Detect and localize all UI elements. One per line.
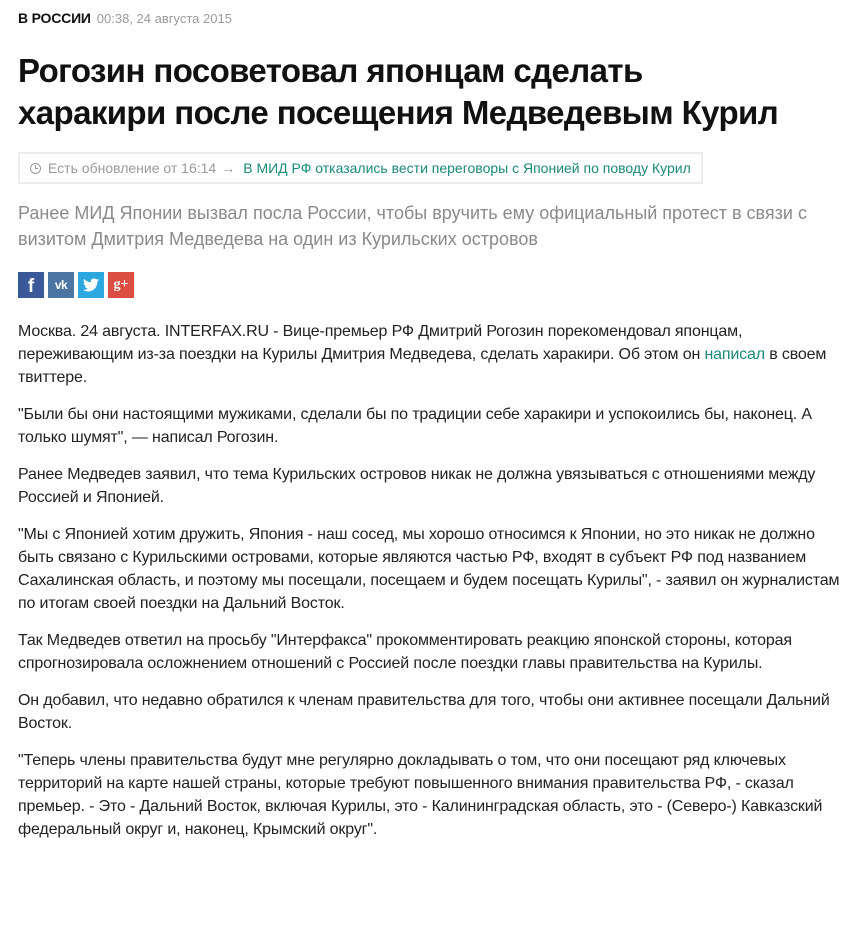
update-prefix: Есть обновление от 16:14 [48, 160, 217, 176]
facebook-icon: f [27, 276, 35, 297]
article-body [18, 320, 850, 841]
update-link[interactable]: В МИД РФ отказались вести переговоры с Японией по поводу Курил [243, 160, 691, 176]
paragraph: "Мы с Японией хотим дружить, Япония - наш сосед, мы хорошо относимся к Японии, но это никак не должно быть связано с Курильскими островами, которые являются частью РФ, входят в субъект РФ под названием Сахалинская область, и поэтому мы посещали, посещаем и будем посещать Курилы", - заявил он журналистам по итогам своей поездки на Дальний Восток. [18, 526, 840, 612]
paragraph-text: в своем твиттере. [18, 346, 827, 386]
arrow-right-icon: → [221, 160, 236, 176]
twitter-icon [83, 278, 99, 292]
twitter-share-button[interactable] [78, 272, 104, 298]
vk-share-button[interactable] [48, 272, 74, 298]
googleplus-share-button[interactable] [108, 272, 134, 298]
social-share-bar [18, 272, 850, 298]
paragraph: Он добавил, что недавно обратился к членам правительства для того, чтобы они активнее посещали Дальний Восток. [18, 692, 830, 732]
paragraph: Так Медведев ответил на просьбу "Интерфакса" прокомментировать реакцию японской стороны, которая спрогнозировала осложнением отношений с Россией после поездки главы правительства на Курилы. [18, 632, 792, 672]
facebook-share-button[interactable] [18, 272, 44, 298]
paragraph: "Были бы они настоящими мужиками, сделали бы по традиции себе харакири и успокоились бы, наконец. А только шумят", — написал Рогозин. [18, 406, 812, 446]
paragraph-text: Москва. 24 августа. INTERFAX.RU - Вице-премьер РФ Дмитрий Рогозин порекомендовал японцам, переживающим из-за поездки на Курилы Дмитрия Медведева, сделать харакири. Об этом он [18, 323, 743, 363]
article-meta [18, 10, 850, 32]
clock-icon [30, 163, 41, 174]
paragraph [18, 320, 850, 389]
tweet-link[interactable]: написал [704, 346, 765, 363]
article-lead: Ранее МИД Японии вызвал посла России, чтобы вручить ему официальный протест в связи с визитом Дмитрия Медведева на один из Курильских островов [18, 203, 807, 249]
section-link[interactable]: В РОССИИ [18, 10, 91, 26]
paragraph: Ранее Медведев заявил, что тема Курильских островов никак не должна увязываться с отношениями между Россией и Японией. [18, 466, 816, 506]
googleplus-icon: g+ [113, 277, 129, 292]
update-notice [18, 152, 703, 184]
article-title: Рогозин посоветовал японцам сделать харакири после посещения Медведевым Курил [18, 52, 779, 131]
publish-date: 00:38, 24 августа 2015 [96, 11, 232, 26]
paragraph: "Теперь члены правительства будут мне регулярно докладывать о том, что они посещают ряд ключевых территорий на карте нашей страны, которые требуют повышенного внимания правительства РФ, - сказал премьер. - Это - Дальний Восток, включая Курилы, это - Калининградская область, это - (Северо-) Кавказский федеральный округ и, наконец, Крымский округ". [18, 752, 823, 838]
vk-icon: vk [54, 278, 68, 292]
